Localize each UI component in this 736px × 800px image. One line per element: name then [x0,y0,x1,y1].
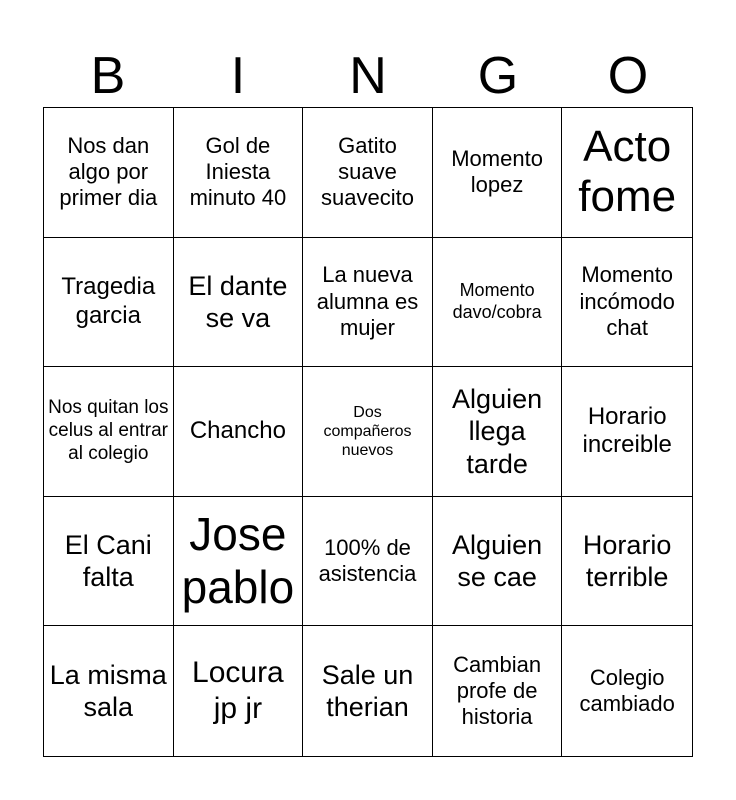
header-letter-n: N [349,47,387,105]
bingo-cell[interactable]: La misma sala [44,626,174,756]
bingo-cell[interactable]: Locura jp jr [174,626,304,756]
bingo-cell[interactable]: El Cani falta [44,497,174,627]
bingo-cell[interactable]: Chancho [174,367,304,497]
bingo-cell[interactable]: Nos quitan los celus al entrar al colegio [44,367,174,497]
bingo-grid [43,107,693,757]
bingo-cell[interactable]: Momento incómodo chat [562,238,692,368]
bingo-cell[interactable]: Momento davo/cobra [433,238,563,368]
bingo-cell[interactable]: Tragedia garcia [44,238,174,368]
header-letter-g: G [477,47,519,105]
bingo-cell[interactable]: La nueva alumna es mujer [303,238,433,368]
bingo-cell[interactable]: Alguien llega tarde [433,367,563,497]
bingo-cell[interactable]: Nos dan algo por primer dia [44,108,174,238]
bingo-cell[interactable]: Horario increible [562,367,692,497]
bingo-cell[interactable]: Jose pablo [174,497,304,627]
header-letter-i: I [230,47,246,105]
bingo-cell[interactable]: Momento lopez [433,108,563,238]
bingo-cell[interactable]: Gol de Iniesta minuto 40 [174,108,304,238]
bingo-cell[interactable]: Colegio cambiado [579,664,675,717]
header-letter-b: B [90,47,126,105]
bingo-cell[interactable]: Gatito suave suavecito [303,108,433,238]
bingo-cell[interactable]: 100% de asistencia [303,497,433,627]
bingo-cell[interactable]: Cambian profe de historia [433,626,563,756]
bingo-cell[interactable]: El dante se va [174,238,304,368]
bingo-cell[interactable]: Sale un therian [303,626,433,756]
bingo-cell[interactable]: Horario terrible [562,497,692,627]
bingo-header [43,46,693,106]
bingo-cell[interactable]: Dos compañeros nuevos [303,367,433,497]
bingo-cell[interactable]: Acto fome [562,108,692,238]
header-letter-o: O [607,47,649,105]
bingo-cell[interactable]: Alguien se cae [433,497,563,627]
